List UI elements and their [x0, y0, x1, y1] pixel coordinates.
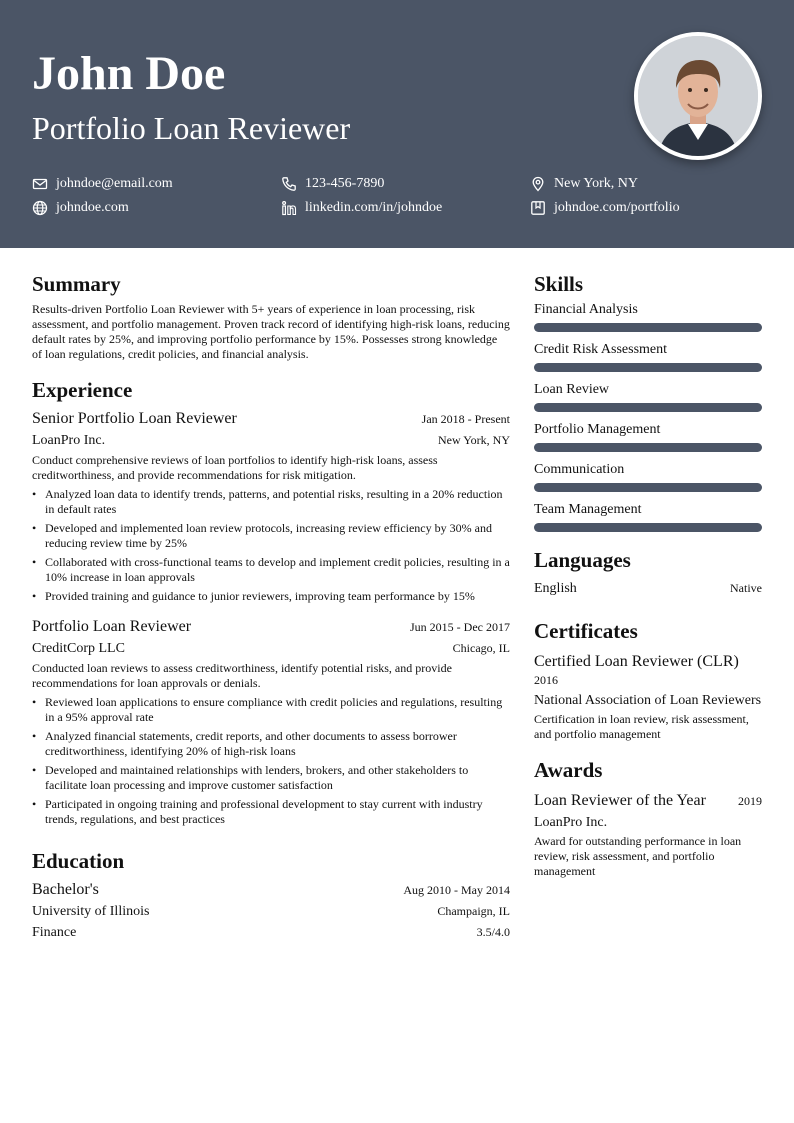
linkedin-icon [281, 200, 297, 216]
language-name: English [534, 581, 577, 596]
education-location: Champaign, IL [437, 904, 510, 918]
education-heading: Education [32, 849, 125, 873]
certificates-heading: Certificates [534, 619, 638, 643]
skill-bar [534, 323, 762, 332]
job-dates: Jan 2018 - Present [421, 412, 510, 426]
contact-linkedin-text: linkedin.com/in/johndoe [305, 200, 443, 215]
job-location: Chicago, IL [452, 641, 510, 655]
job-location: New York, NY [437, 433, 510, 447]
job-bullet: • Participated in ongoing training and professional development to stay current with industry trends, regulations, and best practices [32, 797, 510, 827]
job-description: Conduct comprehensive reviews of loan portfolios to identify high-risk loans, assess creditworthiness, and provide recommendations for risk mitigation. [32, 453, 438, 482]
education-gpa: 3.5/4.0 [476, 925, 510, 939]
education-section [32, 847, 510, 943]
skill-name: Credit Risk Assessment [534, 342, 668, 357]
skill-name: Portfolio Management [534, 422, 661, 437]
job-entry [32, 408, 510, 604]
contact-portfolio-text: johndoe.com/portfolio [554, 200, 680, 215]
education-school: University of Illinois [32, 904, 150, 919]
contact-location-text: New York, NY [554, 176, 639, 191]
contact-location [530, 172, 638, 196]
certificate-description: Certification in loan review, risk assessment, and portfolio management [534, 712, 749, 741]
summary-text: Results-driven Portfolio Loan Reviewer with 5+ years of experience in loan processing, risk assessment, and portfolio management. Proven track record of identifying high-risk loans, reducing default rates by 25%, and improving portfolio performance by 15%. Possesses strong knowledge of loan regulations, credit policies, and financial analysis. [32, 302, 510, 361]
left-column [32, 270, 510, 943]
award-organization: LoanPro Inc. [534, 815, 608, 830]
language-level: Native [730, 581, 762, 595]
contact-phone-text: 123-456-7890 [305, 176, 385, 191]
languages-section [534, 546, 762, 599]
skill-name: Team Management [534, 502, 642, 517]
job-bullet: • Provided training and guidance to junior reviewers, improving team performance by 15% [32, 589, 510, 604]
skill-name: Financial Analysis [534, 302, 638, 317]
job-title: Portfolio Loan Reviewer [32, 618, 192, 635]
contact-website-text: johndoe.com [56, 200, 129, 215]
experience-heading: Experience [32, 378, 133, 402]
profile-photo-icon [638, 36, 758, 156]
skill-bar [534, 523, 762, 532]
location-icon [530, 176, 546, 192]
skills-list [534, 300, 762, 532]
job-company: LoanPro Inc. [32, 433, 106, 448]
experience-section [32, 376, 510, 827]
globe-icon [32, 200, 48, 216]
certificate-title: Certified Loan Reviewer (CLR) [534, 653, 739, 670]
skill-bar [534, 403, 762, 412]
education-field: Finance [32, 925, 77, 940]
mail-icon [32, 176, 48, 192]
contact-email-text: johndoe@email.com [56, 176, 173, 191]
candidate-name: John Doe [32, 47, 226, 100]
skill-name: Communication [534, 462, 625, 477]
job-entry [32, 616, 510, 827]
skill-bar [534, 363, 762, 372]
awards-heading: Awards [534, 758, 603, 782]
portfolio-icon [530, 200, 546, 216]
award-year: 2019 [738, 794, 762, 808]
contact-linkedin[interactable] [281, 196, 442, 220]
contact-website[interactable] [32, 196, 129, 220]
awards-section [534, 756, 762, 879]
contact-email[interactable] [32, 172, 173, 196]
award-description: Award for outstanding performance in loan review, risk assessment, and portfolio management [534, 834, 742, 878]
profile-photo [634, 32, 762, 160]
certificate-year: 2016 [534, 673, 558, 687]
languages-heading: Languages [534, 548, 631, 572]
right-column [534, 270, 762, 879]
job-bullets [32, 487, 510, 604]
education-dates: Aug 2010 - May 2014 [403, 883, 510, 897]
education-degree: Bachelor's [32, 881, 99, 898]
job-title: Senior Portfolio Loan Reviewer [32, 410, 237, 427]
job-bullets [32, 695, 510, 827]
job-dates: Jun 2015 - Dec 2017 [410, 620, 510, 634]
summary-section [32, 270, 510, 362]
candidate-role: Portfolio Loan Reviewer [32, 110, 351, 146]
job-bullet: • Reviewed loan applications to ensure compliance with credit policies and regulations, resulting in a 95% approval rate [32, 695, 510, 725]
skill-bar [534, 483, 762, 492]
resume-header [0, 0, 794, 248]
job-bullet: • Developed and maintained relationships with lenders, brokers, and other stakeholders to facilitate loan processing and improve customer satisfaction [32, 763, 510, 793]
skill-bar [534, 443, 762, 452]
job-company: CreditCorp LLC [32, 641, 125, 656]
job-bullet: • Analyzed loan data to identify trends, patterns, and potential risks, resulting in a 20% reduction in default rates [32, 487, 510, 517]
skill-name: Loan Review [534, 382, 610, 397]
job-description: Conducted loan reviews to assess creditworthiness, identify potential risks, and provide recommendations for loan approvals or denials. [32, 661, 452, 690]
summary-heading: Summary [32, 272, 121, 296]
job-bullet: • Collaborated with cross-functional teams to develop and implement credit policies, resulting in a 10% increase in loan approvals [32, 555, 510, 585]
award-title: Loan Reviewer of the Year [534, 792, 706, 809]
phone-icon [281, 176, 297, 192]
contact-portfolio[interactable] [530, 196, 680, 220]
job-bullet: • Analyzed financial statements, credit reports, and other documents to assess borrower creditworthiness, identifying 20% of high-risk loans [32, 729, 510, 759]
skills-heading: Skills [534, 272, 584, 296]
job-bullet: • Developed and implemented loan review protocols, increasing review efficiency by 30% and reducing review time by 25% [32, 521, 510, 551]
certificate-organization: National Association of Loan Reviewers [534, 693, 762, 708]
skills-section [534, 270, 762, 532]
contact-phone[interactable] [281, 172, 384, 196]
certificates-section [534, 617, 762, 742]
